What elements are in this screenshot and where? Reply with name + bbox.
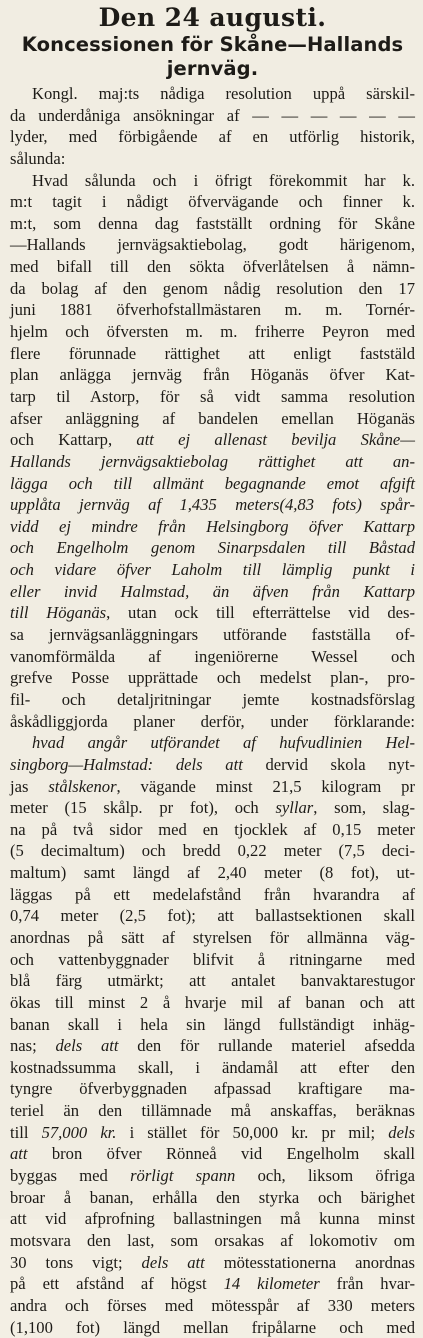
- body-text: maltum) samt längd af 2,40 meter (8 fot), ut-: [10, 863, 415, 883]
- text-line: [10, 386, 415, 408]
- body-text: från hvar-: [319, 1274, 415, 1294]
- body-text: åskådliggjorda planer derför, under förklarande:: [10, 711, 415, 731]
- text-line: [10, 840, 415, 862]
- italic-text: till Höganäs: [10, 603, 107, 623]
- body-text: och Kattarp,: [10, 430, 137, 450]
- body-text: da underdåniga ansökningar af — — — — — —: [10, 105, 415, 125]
- text-line: [10, 256, 415, 278]
- text-line: [10, 364, 415, 386]
- text-line: [10, 884, 415, 906]
- body-text: kostnadssumma skall, i ändamål att efter den: [10, 1057, 415, 1077]
- text-line: [10, 1252, 415, 1274]
- text-line: [10, 624, 415, 646]
- text-line: [10, 970, 415, 992]
- text-line: [10, 191, 415, 213]
- text-line: [10, 516, 415, 538]
- body-text: da bolag af den genom nådig resolution den 17: [10, 278, 415, 298]
- article-headline: Koncessionen för Skåne—Hallands jernväg.: [21, 33, 404, 80]
- body-text: m:t tagit i nådigt öfvervägande och finner k.: [10, 192, 415, 212]
- italic-text: eller invid Halmstad, än äfven från Kattarp: [10, 581, 415, 601]
- body-text: teriel än den tillämnade må anskaffas, beräknas: [10, 1101, 415, 1121]
- text-line: [10, 343, 415, 365]
- text-line: [10, 1014, 415, 1036]
- italic-text: och vidare öfver Laholm till lämplig punkt i: [10, 560, 415, 580]
- text-line: [10, 559, 415, 581]
- body-text: tyngre öfverbyggnaden afpassad kraftigare ma-: [10, 1079, 415, 1099]
- text-line: [10, 1208, 415, 1230]
- text-line: [10, 819, 415, 841]
- italic-text: att: [10, 1144, 28, 1164]
- body-text: att vid afprofning ballastningen må kunna minst: [10, 1209, 415, 1229]
- text-line: [10, 602, 415, 624]
- body-text: plan anlägga jernväg från Höganäs öfver Kat-: [10, 365, 415, 385]
- text-line: [10, 234, 415, 256]
- body-text: i stället för 50,000 kr. pr mil;: [116, 1122, 389, 1142]
- text-line: [10, 1295, 415, 1317]
- text-line: [10, 299, 415, 321]
- body-text: flere förunnade rättighet att enligt faststäld: [10, 343, 415, 363]
- italic-text: dels: [388, 1122, 415, 1142]
- italic-text: hvad angår utförandet af hufvudlinien Hel-: [32, 733, 415, 753]
- text-line: [10, 927, 415, 949]
- body-text: till: [10, 1122, 42, 1142]
- body-text: andra och förses med mötesspår af 330 meters: [10, 1295, 415, 1315]
- italic-text: dels att: [141, 1252, 205, 1272]
- body-text: grefve Posse upprättade och medelst plan-, pro-: [10, 668, 415, 688]
- text-line: [10, 170, 415, 192]
- italic-text: Hallands jernvägsaktiebolag rättighet att an-: [10, 451, 415, 471]
- article-body: [10, 83, 415, 1338]
- body-text: läggas på ett medelafstånd från hvarandra af: [10, 884, 415, 904]
- text-line: [10, 494, 415, 516]
- text-line: [10, 429, 415, 451]
- body-text: och, liksom öfriga: [235, 1166, 416, 1186]
- text-line: [10, 148, 415, 170]
- text-line: [10, 473, 415, 495]
- body-text: (1,100 fot) längd mellan fripålarne och med: [10, 1317, 415, 1337]
- body-text: 30 tons vigt;: [10, 1252, 142, 1272]
- italic-text: upplåta jernväg af 1,435 meters(4,83 fots) spår-: [10, 495, 415, 515]
- body-text: mötesstationerna anordnas: [204, 1252, 415, 1272]
- body-text: fil- och detaljritningar jemte kostnadsförslag: [10, 689, 415, 709]
- text-line: [10, 776, 415, 798]
- italic-text: vidd ej mindre från Helsingborg öfver Kattarp: [10, 516, 415, 536]
- body-text: sålunda:: [10, 148, 66, 168]
- body-text: byggas med: [10, 1166, 131, 1186]
- body-text: afser anläggning af bandelen emellan Höganäs: [10, 408, 415, 428]
- italic-text: syllar: [275, 798, 314, 818]
- body-text: na på två sidor med en tjocklek af 0,15 meter: [10, 819, 415, 839]
- body-text: motsvara den last, som orsakas af lokomotiv om: [10, 1230, 415, 1250]
- body-text: nas;: [10, 1036, 56, 1056]
- text-line: [10, 689, 415, 711]
- italic-text: 14 kilometer: [223, 1274, 320, 1294]
- body-text: Kongl. maj:ts nådiga resolution uppå särskil-: [32, 84, 415, 103]
- body-text: m:t, som denna dag fastställt ordning för Skåne: [10, 213, 415, 233]
- text-line: [10, 126, 415, 148]
- body-text: blå färg utmärkt; att antalet banvaktarestugor: [10, 971, 415, 991]
- text-line: [10, 646, 415, 668]
- body-text: meter (15 skålp. pr fot), och: [10, 798, 276, 818]
- italic-text: 57,000 kr.: [41, 1122, 117, 1142]
- body-text: Hvad sålunda och i öfrigt förekommit har k.: [32, 170, 415, 190]
- body-text: juni 1881 öfverhofstallmästaren m. m. Tornér-: [10, 300, 415, 320]
- body-text: , som, slag-: [313, 798, 415, 818]
- body-text: bron öfver Rönneå vid Engelholm skall: [27, 1144, 415, 1164]
- body-text: med bifall till den sökta öfverlåtelsen å nämn-: [10, 257, 415, 277]
- body-text: broar å banan, erhålla den styrka och bärighet: [10, 1187, 415, 1207]
- text-line: [10, 451, 415, 473]
- italic-text: singborg—Halmstad: dels att: [10, 754, 243, 774]
- text-line: [10, 862, 415, 884]
- text-line: [10, 537, 415, 559]
- body-text: lyder, med förbigående af en utförlig historik,: [10, 127, 415, 147]
- body-text: på ett afstånd af högst: [10, 1274, 224, 1294]
- italic-text: och Engelholm genom Sinarpsdalen till Båstad: [10, 538, 415, 558]
- italic-text: dels att: [55, 1036, 119, 1056]
- text-line: [10, 992, 415, 1014]
- body-text: banan skall i hela sin längd fullständigt inhäg-: [10, 1014, 415, 1034]
- text-line: [10, 1035, 415, 1057]
- text-line: [10, 321, 415, 343]
- text-line: [10, 213, 415, 235]
- body-text: (5 decimaltum) och bredd 0,22 meter (7,5 deci-: [10, 841, 415, 861]
- italic-text: rörligt spann: [130, 1166, 236, 1186]
- italic-text: lägga och till allmänt begagnande emot afgift: [10, 473, 415, 493]
- text-line: [10, 1187, 415, 1209]
- text-line: [10, 1230, 415, 1252]
- body-text: vanomförmälda af ingeniörerne Wessel och: [10, 646, 415, 666]
- text-line: [10, 1143, 415, 1165]
- text-line: [10, 754, 415, 776]
- text-line: [10, 797, 415, 819]
- text-line: [10, 1165, 415, 1187]
- body-text: —Hallands jernvägsaktiebolag, godt härigenom,: [10, 235, 415, 255]
- body-text: den för rullande materiel afsedda: [118, 1036, 415, 1056]
- body-text: hjelm och öfversten m. m. friherre Peyron med: [10, 322, 415, 342]
- body-text: 0,74 meter (2,5 fot); att ballastsektionen skall: [10, 906, 415, 926]
- text-line: [10, 732, 415, 754]
- body-text: , utan ock till efterrättelse vid des-: [106, 603, 415, 623]
- text-line: [10, 1317, 415, 1338]
- text-line: [10, 1078, 415, 1100]
- text-line: [10, 581, 415, 603]
- body-text: sa jernvägsanläggningars utförande fastställa of-: [10, 625, 415, 645]
- body-text: och vattenbyggnader blifvit å ritningarne med: [10, 949, 415, 969]
- text-line: [10, 711, 415, 733]
- text-line: [10, 1057, 415, 1079]
- text-line: [10, 278, 415, 300]
- text-line: [10, 1100, 415, 1122]
- text-line: [10, 1122, 415, 1144]
- body-text: tarp til Astorp, för så vidt samma resolution: [10, 386, 415, 406]
- body-text: , vägande minst 21,5 kilogram pr: [116, 776, 415, 796]
- text-line: [10, 105, 415, 127]
- text-line: [10, 949, 415, 971]
- italic-text: stålskenor: [48, 776, 117, 796]
- body-text: dervid skola nyt-: [242, 754, 415, 774]
- date-heading: Den 24 augusti.: [98, 3, 327, 32]
- body-text: jas: [10, 776, 49, 796]
- text-line: [10, 83, 415, 105]
- text-line: [10, 905, 415, 927]
- body-text: anordnas på sätt af styrelsen för allmänna väg-: [10, 927, 415, 947]
- text-line: [10, 1273, 415, 1295]
- text-line: [10, 667, 415, 689]
- body-text: ökas till minst 2 å hvarje mil af banan och att: [10, 992, 415, 1012]
- text-line: [10, 408, 415, 430]
- italic-text: att ej allenast bevilja Skåne—: [136, 430, 415, 450]
